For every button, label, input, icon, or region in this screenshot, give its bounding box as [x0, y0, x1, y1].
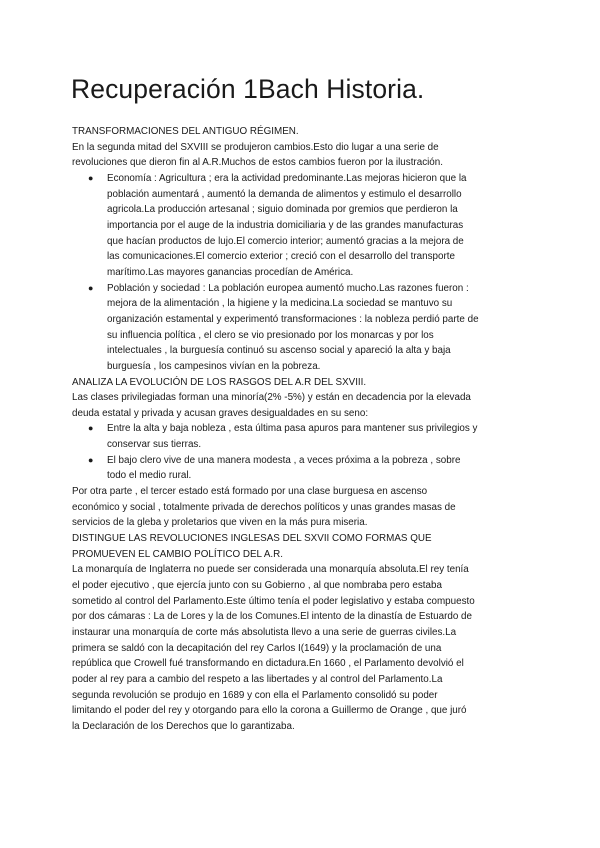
section-intro-analiza — [72, 390, 532, 421]
text-line: la Declaración de los Derechos que lo garantizaba. — [72, 720, 295, 732]
bullet-icon: ● — [88, 423, 94, 434]
text-line: DISTINGUE LAS REVOLUCIONES INGLESAS DEL SXVII COMO FORMAS QUE — [72, 533, 432, 545]
text-line: económico y social , totalmente privada de derechos políticos y unas grandes masas de — [72, 501, 456, 513]
text-line: instaurar una monarquía de corte más absolutista llevo a una serie de guerras civiles.La — [72, 627, 457, 638]
text-line: servicios de la gleba y proletarios que viven en la más pura miseria. — [72, 517, 368, 529]
document-body — [72, 124, 532, 735]
text-line: importancia por el auge de la industria domiciliaria y de las grandes manufacturas — [107, 219, 464, 231]
text-line: limitando el poder del rey y otorgando para ello la corona a Guillermo de Orange , que juró — [72, 705, 467, 717]
section-outro-analiza — [72, 484, 532, 531]
section-intro-transformaciones — [72, 140, 532, 171]
text-line: En la segunda mitad del SXVIII se produjeron cambios.Esto dio lugar a una serie de — [72, 141, 439, 153]
section-body-distingue — [72, 562, 532, 734]
text-line: Población y sociedad : La población europea aumentó mucho.Las razones fueron : — [107, 282, 469, 294]
text-line: revoluciones que dieron fin al A.R.Muchos de estos cambios fueron por la ilustración. — [72, 157, 443, 169]
section-heading-distingue — [72, 531, 532, 562]
list-item-nobleza — [72, 421, 532, 452]
text-line: Entre la alta y baja nobleza , esta última pasa apuros para mantener sus privilegios y — [107, 423, 478, 435]
text-line: intelectuales , la burguesía continuó su ascenso social y apareció la alta y baja — [107, 345, 451, 357]
bullet-list-analiza — [72, 421, 532, 484]
section-heading-analiza: ANALIZA LA EVOLUCIÓN DE LOS RASGOS DEL A.R DEL SXVIII. — [72, 376, 367, 388]
text-line: por dos cámaras : La de Lores y la de los Comunes.El intento de la dinastía de Estuardo de — [72, 611, 473, 623]
text-line: el poder ejecutivo , que ejercía junto con su Gobierno , al que nombraba pero estaba — [72, 580, 442, 592]
text-line: conservar sus tierras. — [107, 439, 202, 451]
text-line: La monarquía de Inglaterra no puede ser considerada una monarquía absoluta.El rey tenía — [72, 564, 469, 576]
page-title: Recuperación 1Bach Historia. — [71, 74, 425, 104]
text-line: primera se saldó con la decapitación del rey Carlos I(1649) y la proclamación de una — [72, 642, 442, 654]
bullet-list-transformaciones — [72, 171, 532, 375]
text-line: todo el medio rural. — [107, 470, 192, 482]
bullet-icon: ● — [88, 454, 94, 465]
bullet-icon: ● — [88, 282, 94, 293]
text-line: Economía : Agricultura ; era la actividad predominante.Las mejoras hicieron que la — [107, 172, 467, 184]
text-line: sometido al control del Parlamento.Este último tenía el poder legislativo y estaba compuesto — [72, 595, 475, 607]
text-line: poder al rey para a cambio del respeto a las libertades y al control del Parlamento.La — [72, 673, 443, 685]
text-line: segunda revolución se produjo en 1689 y con ella el Parlamento consolidó su poder — [72, 689, 438, 701]
text-line: agricola.La producción artesanal ; siguio dominada por gremios que perdieron la — [107, 204, 458, 216]
text-line: PROMUEVEN EL CAMBIO POLÍTICO DEL A.R. — [72, 548, 283, 560]
text-line: burguesía , los campesinos vivían en la pobreza. — [107, 360, 321, 372]
text-line: república que Crowell fué transformando en dictadura.En 1660 , el Parlamento devolvió el — [72, 658, 464, 670]
text-line: población aumentará , aumentó la demanda de alimentos y estimulo el desarrollo — [107, 188, 462, 200]
list-item-clero — [72, 453, 532, 484]
text-line: El bajo clero vive de una manera modesta , a veces próxima a la pobreza , sobre — [107, 454, 461, 466]
text-line: mejora de la alimentación , la higiene y la medicina.La sociedad se mantuvo su — [107, 298, 453, 310]
text-line: Por otra parte , el tercer estado está formado por una clase burguesa en ascenso — [72, 486, 428, 498]
bullet-icon: ● — [88, 172, 94, 183]
text-line: su influencia política , el clero se vio presionado por los monarcas y por los — [107, 329, 434, 341]
text-line: Las clases privilegiadas forman una minoría(2% -5%) y están en decadencia por la elevada — [72, 392, 471, 404]
text-line: marítimo.Las mayores ganancias procedían de América. — [107, 266, 354, 278]
list-item-economia — [72, 171, 532, 281]
section-heading-transformaciones: TRANSFORMACIONES DEL ANTIGUO RÉGIMEN. — [72, 126, 299, 137]
text-line: organización estamental y experimentó transformaciones : la nobleza perdió parte de — [107, 313, 479, 325]
text-line: deuda estatal y privada y acusan graves desigualdades en su seno: — [72, 407, 369, 419]
text-line: las comunicaciones.El comercio exterior ; creció con el desarrollo del transporte — [107, 251, 455, 263]
text-line: que hacían productos de lujo.El comercio interior; aumentó gracias a la mejora de — [107, 235, 464, 247]
list-item-poblacion — [72, 281, 532, 375]
